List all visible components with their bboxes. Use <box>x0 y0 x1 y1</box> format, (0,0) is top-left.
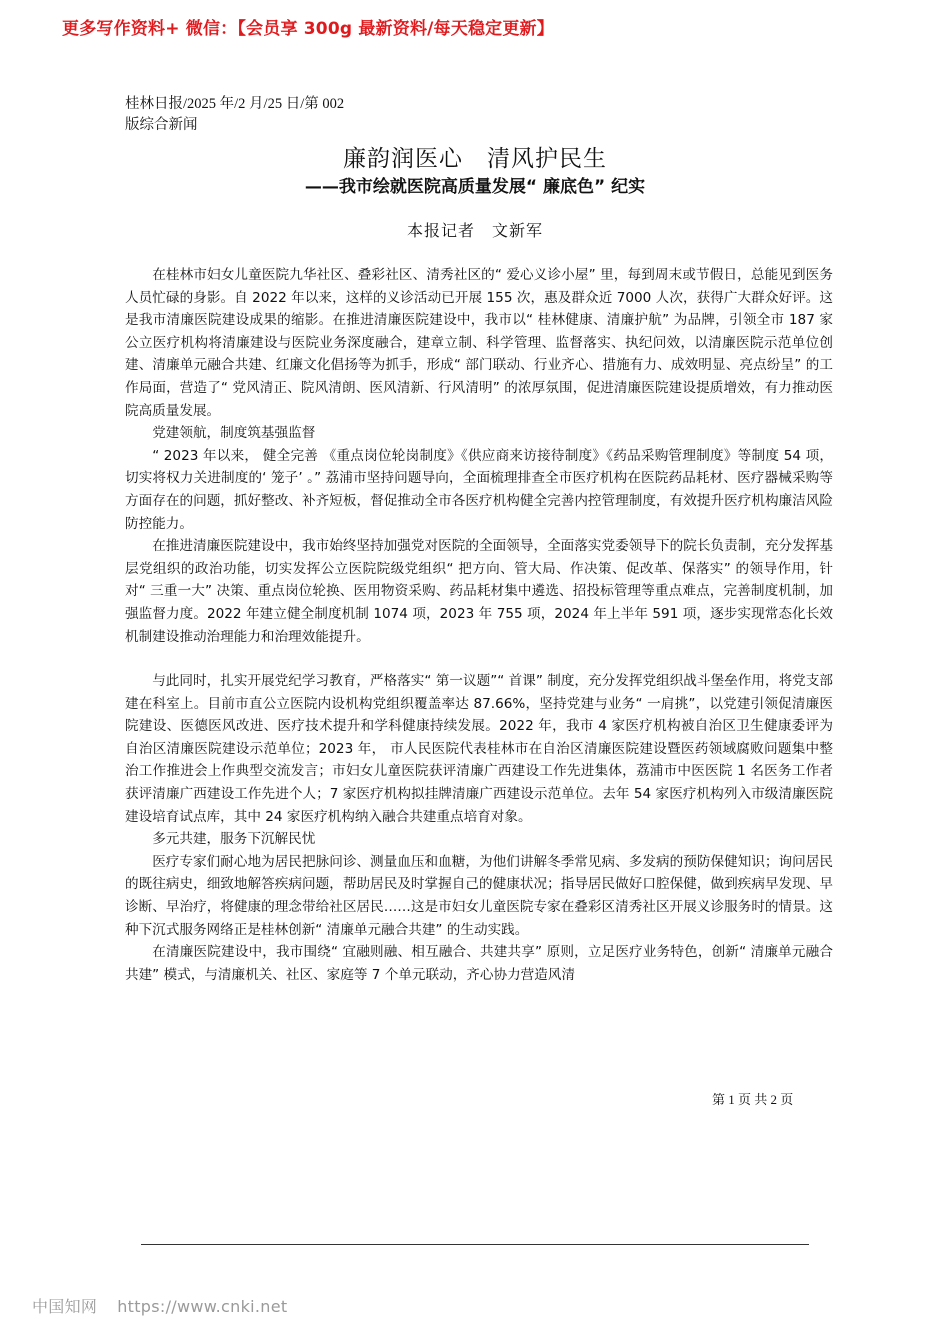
section-line: 版综合新闻 <box>125 117 198 133</box>
watermark-brand: 中国知网 <box>32 1297 98 1316</box>
paragraph: 在桂林市妇女儿童医院九华社区、叠彩社区、清秀社区的“ 爱心义诊小屋” 里，每到周末或节假日，总能见到医务人员忙碌的身影。自 2022 年以来，这样的义诊活动已开展 155 次，惠及群众近 7000 人次，获得广大群众好评。这是我市清廉医院建设成果的缩影。在推进清廉医院建设中，我市以“ 桂林健康、清廉护航” 为品牌，引领全市 187 家公立医疗机构将清廉建设与医院业务深度融合，建章立制、科学管理、监督落实、执纪问效，以清廉医院示范单位创建、清廉单元融合共建、红廉文化倡扬等为抓手，形成“ 部门联动、行业齐心、措施有力、成效明显、亮点纷呈” 的工作局面，营造了“ 党风清正、院风清朗、医风清新、行风清明” 的浓厚氛围，促进清廉医院建设提质增效，有力推动医院高质量发展。 <box>125 267 833 419</box>
paragraph: 在推进清廉医院建设中，我市始终坚持加强党对医院的全面领导，全面落实党委领导下的院长负责制，充分发挥基层党组织的政治功能，切实发挥公立医院院级党组织“ 把方向、管大局、作决策、促改革、保落实” 的领导作用，针对“ 三重一大” 决策、重点岗位轮换、医用物资采购、药品耗材集中遴选、招投标管理等重点难点，完善制度机制，加强监督力度。2022 年建立健全制度机制 1074 项，2023 年 755 项，2024 年上半年 591 项，逐步实现常态化长效机制建设推动治理能力和治理效能提升。 <box>125 538 833 645</box>
source-meta <box>125 94 425 136</box>
paragraph: 与此同时，扎实开展党纪学习教育，严格落实“ 第一议题”“ 首课” 制度，充分发挥党组织战斗堡垒作用，将党支部建在科室上。目前市直公立医院内设机构党组织覆盖率达 87.66%，坚持党建与业务“ 一肩挑”，以党建引领促清廉医院建设、医德医风改进、医疗技术提升和学科健康持续发展。2022 年，我市 4 家医疗机构被自治区卫生健康委评为自治区清廉医院建设示范单位；2023 年， 市人民医院代表桂林市在自治区清廉医院建设暨医药领域腐败问题集中整治工作推进会上作典型交流发言；市妇女儿童医院获评清廉广西建设工作先进集体，荔浦市中医医院 1 名医务工作者获评清廉广西建设工作先进个人；7 家医疗机构拟挂牌清廉广西建设示范单位。去年 54 家医疗机构列入市级清廉医院建设培育试点库，其中 24 家医疗机构纳入融合共建重点培育对象。 <box>125 673 833 825</box>
promo-banner: 更多写作资料+ 微信：【会员享 300g 最新资料/每天稳定更新】 <box>62 19 554 39</box>
section-heading: 多元共建，服务下沉解民忧 <box>152 831 316 848</box>
article-title: 廉韵润医心 清风护民生 <box>343 146 607 172</box>
paragraph: 医疗专家们耐心地为居民把脉问诊、测量血压和血糖，为他们讲解冬季常见病、多发病的预防保健知识；询问居民的既往病史，细致地解答疾病问题，帮助居民及时掌握自己的健康状况；指导居民做好口腔保健，做到疾病早发现、早诊断、早治疗，将健康的理念带给社区居民……这是市妇女儿童医院专家在叠彩区清秀社区开展义诊服务时的情景。这种下沉式服务网络正是桂林创新“ 清廉单元融合共建” 的生动实践。 <box>125 853 833 938</box>
paragraph: “ 2023 年以来， 健全完善 《重点岗位轮岗制度》《供应商来访接待制度》《药品采购管理制度》等制度 54 项，切实将权力关进制度的‘ 笼子’ 。” 荔浦市坚持问题导向，全面梳理排查全市医疗机构在医院药品耗材、医疗器械采购等方面存在的问题，抓好整改、补齐短板，督促推动全市各医疗机构健全完善内控管理制度，有效提升医疗机构廉洁风险防控能力。 <box>125 447 833 532</box>
page-number: 第 1 页 共 2 页 <box>712 1092 794 1107</box>
watermark-url: https://www.cnki.net <box>117 1297 288 1316</box>
paragraph: 在清廉医院建设中，我市围绕“ 宜融则融、相互融合、共建共享” 原则，立足医疗业务特色，创新“ 清廉单元融合共建” 模式，与清廉机关、社区、家庭等 7 个单元联动，齐心协力营造风清 <box>125 944 833 983</box>
byline: 本报记者 文新军 <box>406 221 543 240</box>
source-line: 桂林日报/2025 年/2 月/25 日/第 002 <box>125 96 345 112</box>
article-body <box>125 264 833 986</box>
footer-divider <box>141 1244 809 1245</box>
section-heading: 党建领航，制度筑基强监督 <box>152 425 316 442</box>
cnki-watermark <box>32 1294 287 1317</box>
article-subtitle: ——我市绘就医院高质量发展“ 廉底色” 纪实 <box>304 177 646 197</box>
